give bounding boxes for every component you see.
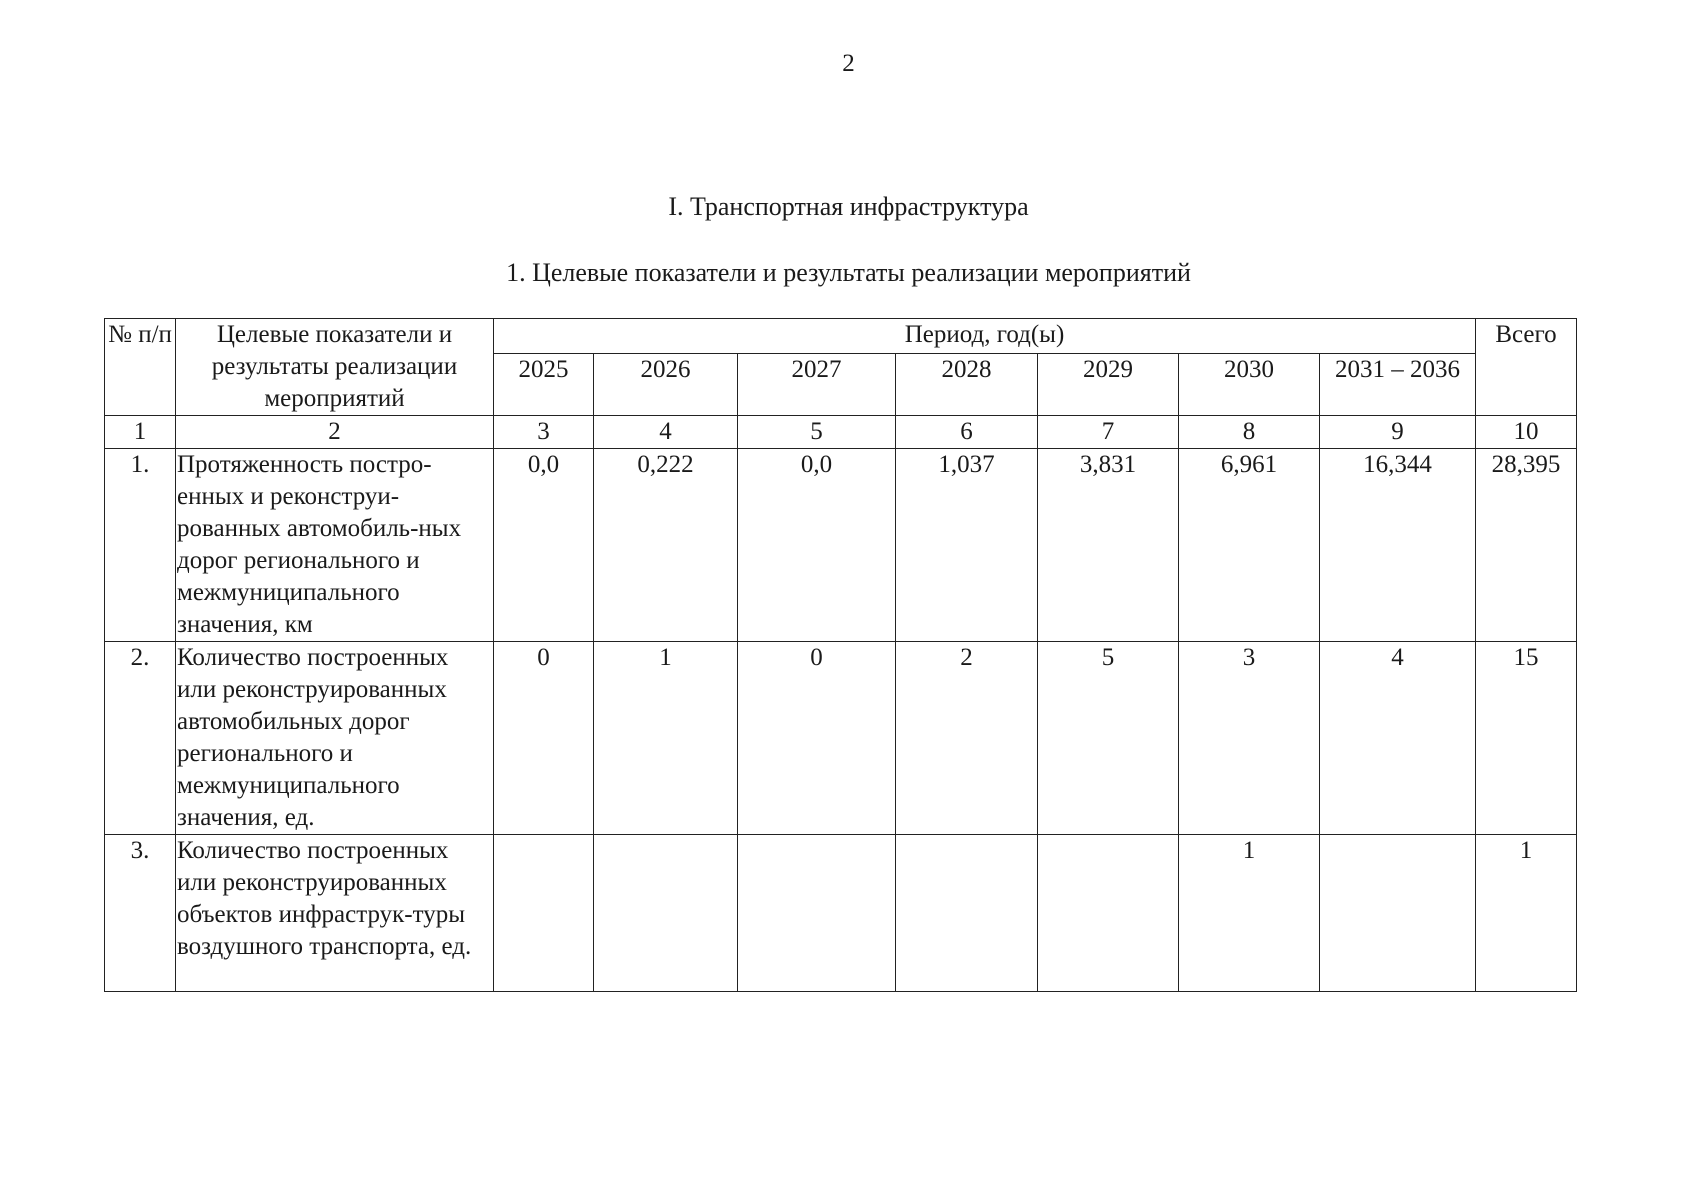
indicator-total: 1: [1476, 835, 1577, 992]
header-col-no: № п/п: [105, 319, 176, 416]
indicator-value: 0: [738, 642, 896, 835]
header-year: 2027: [738, 354, 896, 416]
column-index: 1: [105, 416, 176, 449]
table-row: [105, 642, 1577, 835]
row-number: 1.: [105, 449, 176, 642]
indicators-table: [104, 318, 1577, 992]
indicator-name: Количество построенных или реконструированных объектов инфраструк-туры воздушного транспорта, ед.: [176, 835, 494, 992]
indicator-value: 0,222: [594, 449, 738, 642]
column-index: 4: [594, 416, 738, 449]
column-index: 7: [1038, 416, 1179, 449]
indicator-value: 1: [594, 642, 738, 835]
column-index: 8: [1179, 416, 1320, 449]
header-year: 2025: [494, 354, 594, 416]
row-number: 3.: [105, 835, 176, 992]
indicator-value: [896, 835, 1038, 992]
indicator-value: 6,961: [1179, 449, 1320, 642]
header-total: Всего: [1476, 319, 1577, 416]
table-row: [105, 835, 1577, 992]
header-year: 2029: [1038, 354, 1179, 416]
header-year: 2026: [594, 354, 738, 416]
indicator-value: [1320, 835, 1476, 992]
header-year: 2031 – 2036: [1320, 354, 1476, 416]
column-index: 3: [494, 416, 594, 449]
column-index-row: [105, 416, 1577, 449]
column-index: 2: [176, 416, 494, 449]
row-number: 2.: [105, 642, 176, 835]
indicator-value: 4: [1320, 642, 1476, 835]
indicator-total: 28,395: [1476, 449, 1577, 642]
indicator-name: Протяженность постро-енных и реконструи-рованных автомобиль-ных дорог регионального и межмуниципального значения, км: [176, 449, 494, 642]
header-col-name: Целевые показатели и результаты реализации мероприятий: [176, 319, 494, 416]
indicator-value: 1: [1179, 835, 1320, 992]
indicator-value: 3: [1179, 642, 1320, 835]
indicator-value: 0: [494, 642, 594, 835]
column-index: 6: [896, 416, 1038, 449]
indicator-value: 1,037: [896, 449, 1038, 642]
header-row-top: [105, 319, 1577, 354]
header-year: 2028: [896, 354, 1038, 416]
indicator-value: 3,831: [1038, 449, 1179, 642]
indicator-value: 0,0: [738, 449, 896, 642]
section-title: I. Транспортная инфраструктура: [668, 192, 1029, 221]
indicator-value: 5: [1038, 642, 1179, 835]
table-row: [105, 449, 1577, 642]
indicator-value: 2: [896, 642, 1038, 835]
header-period: Период, год(ы): [494, 319, 1476, 354]
indicator-value: [594, 835, 738, 992]
indicator-name: Количество построенных или реконструированных автомобильных дорог регионального и межмуниципального значения, ед.: [176, 642, 494, 835]
indicator-total: 15: [1476, 642, 1577, 835]
header-year: 2030: [1179, 354, 1320, 416]
indicator-value: [494, 835, 594, 992]
subsection-title: 1. Целевые показатели и результаты реализации мероприятий: [506, 258, 1191, 287]
column-index: 10: [1476, 416, 1577, 449]
column-index: 9: [1320, 416, 1476, 449]
page-number: 2: [842, 50, 855, 77]
indicator-value: [1038, 835, 1179, 992]
indicator-value: 16,344: [1320, 449, 1476, 642]
indicator-value: 0,0: [494, 449, 594, 642]
indicator-value: [738, 835, 896, 992]
column-index: 5: [738, 416, 896, 449]
